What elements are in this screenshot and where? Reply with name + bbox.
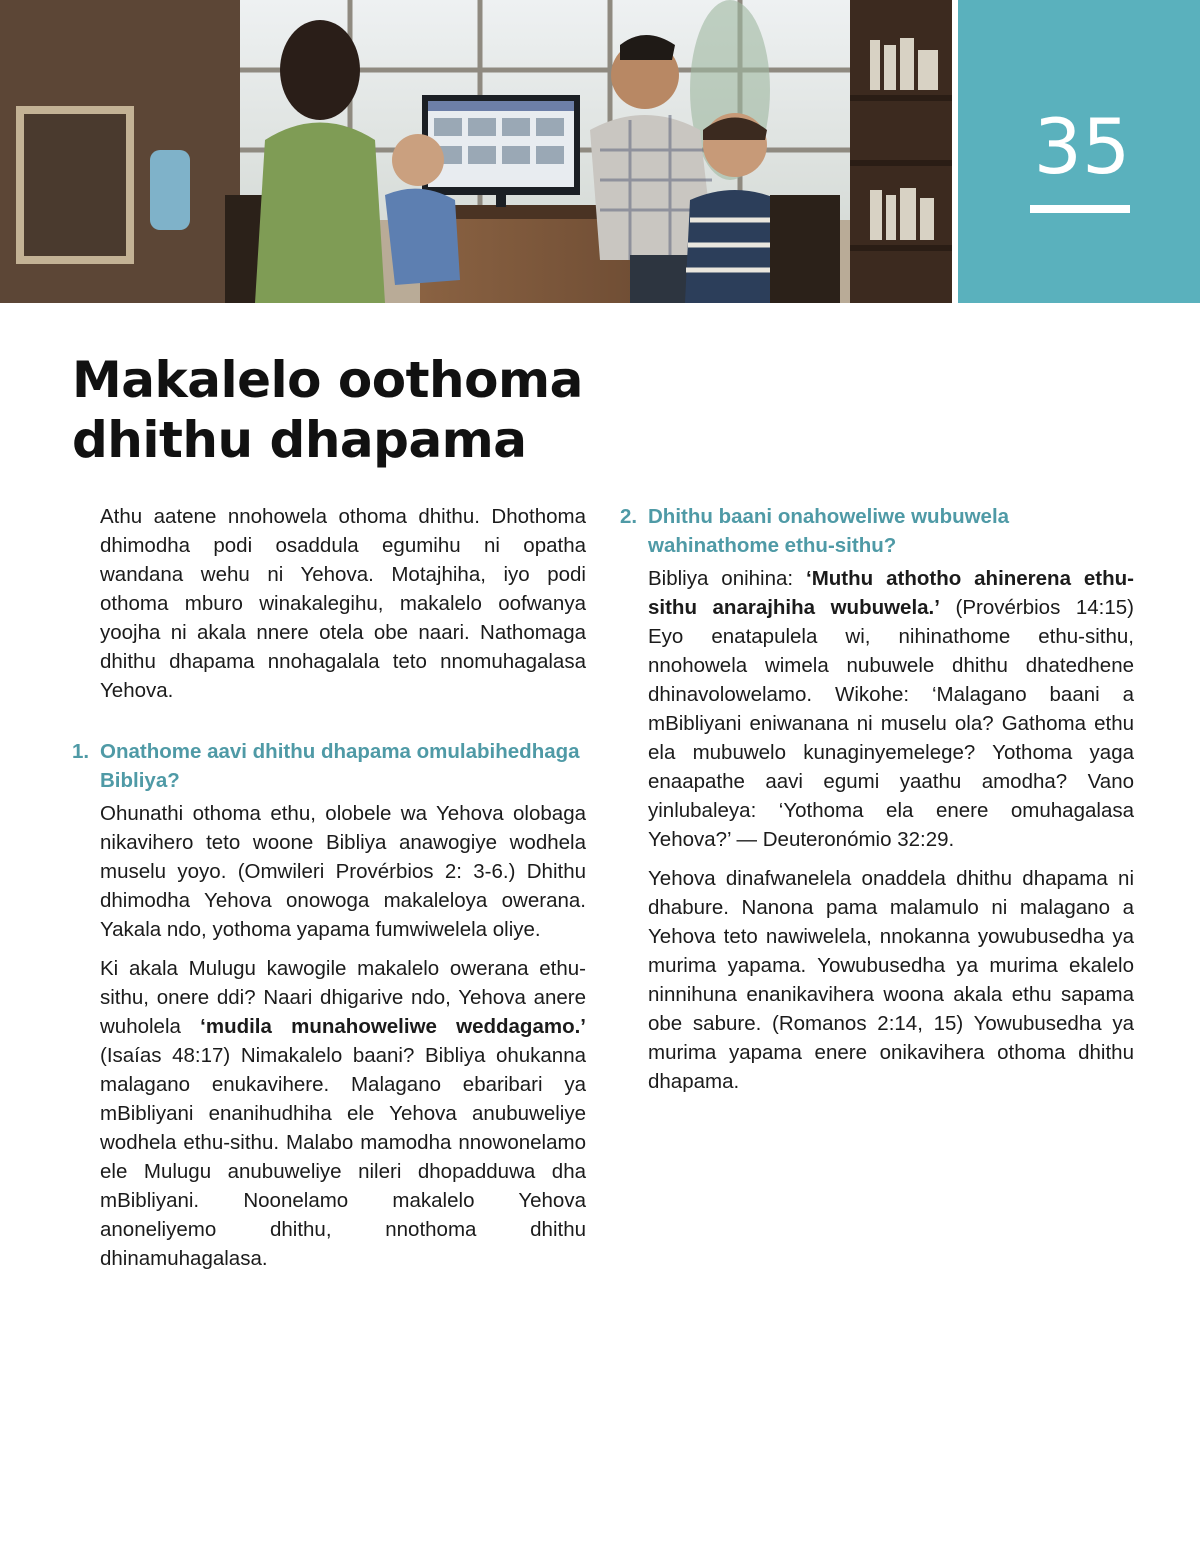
question-1-number: 1. [72, 740, 90, 763]
header-photo [0, 0, 952, 303]
page-title-line1: Makalelo oothoma [72, 351, 583, 409]
question-1-paragraph-2 [100, 954, 586, 1273]
lesson-number-underline [1030, 205, 1130, 213]
question-1-paragraph-1: Ohunathi othoma ethu, olobele wa Yehova olobaga nikavihero teto woone Bibliya anawogiye wodhela muselu yoyo. (Omwileri Provérbios 2: 3-6.) Dhithu dhimodha Yehova onowoga makaleloya owerana. Yakala ndo, yothoma yapama fumwiwelela oliye. [100, 802, 586, 941]
intro-paragraph: Athu aatene nnohowela othoma dhithu. Dhothoma dhimodha podi osaddula egumihu ni opatha wandana wehu ni Yehova. Motajhiha, iyo podi othoma mburo winakalegihu, makalelo oofwanya yoojha ni akala nnere otela obe naari. Nathomaga dhithu dhapama nnohagalala teto nnomuhagalasa Yehova. [100, 505, 586, 702]
page-title [72, 350, 672, 470]
question-2-text: Dhithu baani onahoweliwe wubuwela wahinathome ethu-sithu? [648, 505, 1010, 557]
q1-p2-text-end: (Isaías 48:17) Nimakalelo baani? Bibliya ohukanna malagano enukavihere. Malagano ebaribari ya mBibliyani enanihudhiha ele Yehova anubuweliye wodhela ethu-sithu. Malabo mamodha nnowonelamo ele Mulugu anubuweliye nileri dhopadduwa dha mBibliyani. Noonelamo makalelo Yehova anoneliyemo dhithu, nnothoma dhithu dhinamuhagalasa. [100, 1044, 586, 1270]
question-2-paragraph-1 [648, 564, 1134, 854]
left-column [72, 502, 586, 1283]
scripture-quote-proverbios: ‘Muthu athotho ahinerena ethu-sithu anarajhiha wubuwela.’ [648, 567, 1134, 619]
question-2-number: 2. [620, 505, 638, 528]
page-title-line2: dhithu dhapama [72, 411, 527, 469]
lesson-number: 35 [1033, 102, 1131, 191]
family-at-computer-illustration [0, 0, 952, 303]
scripture-quote-isaias: ‘mudila munahoweliwe weddagamo.’ [200, 1015, 586, 1038]
question-1-heading [72, 737, 586, 795]
question-1-text: Onathome aavi dhithu dhapama omulabihedhaga Bibliya? [100, 740, 580, 792]
question-2-paragraph-2: Yehova dinafwanelela onaddela dhithu dhapama ni dhabure. Nanona pama malamulo ni malagano a Yehova teto nawiwelela, nnokanna yowubusedha ya murima yapama. Yowubusedha ya murima ekalelo ninnihuna enanikavihera woona akala ethu sapama obe sabure. (Romanos 2:14, 15) Yowubusedha ya murima yapama enere onikavihera othoma dhithu dhapama. [648, 867, 1134, 1093]
q2-p1-text-end: (Provérbios 14:15) Eyo enatapulela wi, nihinathome ethu-sithu, nnohowela wimela nubuwele dhithu dhatedhene dhinavolowelamo. Wikohe: ‘Malagano baani a mBibliyani eniwanana ni muselu ola? Gathoma ethu ela mubuwelo kunaginyemelege? Yothoma yaga enaapathe aavi egumi yaathu amodha? Vano yinlubaleya: ‘Yothoma ela enere omuhagalasa Yehova?’ — Deuteronómio 32:29. [648, 596, 1134, 851]
question-2-heading [620, 502, 1134, 560]
right-column [620, 502, 1134, 1106]
q1-p2-text-start: Ki akala Mulugu kawogile makalelo owerana ethu-sithu, onere ddi? Naari dhigarive ndo, Yehova anere wuholela [100, 957, 586, 1038]
q2-p1-text-start: Bibliya onihina: [648, 567, 807, 590]
